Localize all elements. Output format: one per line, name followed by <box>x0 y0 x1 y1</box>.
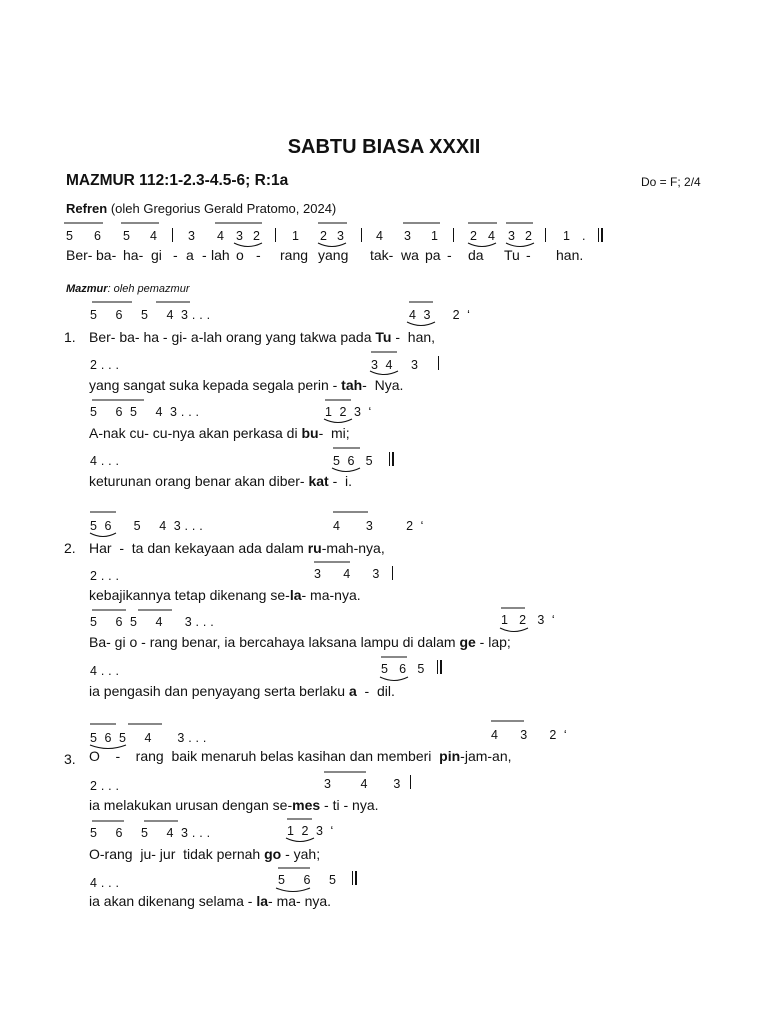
refrain-syllable: rang <box>280 247 309 263</box>
refrain-note: 6 <box>94 229 102 243</box>
refrain-syllable: da <box>468 247 484 263</box>
refrain-syllable: wa <box>401 247 419 263</box>
refrain-syllable: - <box>256 247 261 263</box>
verse-notes-right: 4 3 2 ‘ <box>491 728 567 742</box>
verse-notes-right: 3 4 3 <box>324 777 401 791</box>
verse-lyric: ia pengasih dan penyayang serta berlaku a - dil. <box>89 683 395 699</box>
refrain-syllable: ha- <box>123 247 144 263</box>
verse-lyric: Ber- ba- ha - gi- a-lah orang yang takwa pada Tu - han, <box>89 329 436 345</box>
refrain-note: 4 <box>217 229 225 243</box>
verse-lyric: kebajikannya tetap dikenang se-la- ma-nya. <box>89 587 361 603</box>
verse-notes-right: 5 6 5 <box>381 662 425 676</box>
verse-notes-right: 4 3 2 ‘ <box>409 308 471 322</box>
verse-notes-right: 5 6 5 <box>278 873 337 887</box>
refrain-syllable: o <box>236 247 244 263</box>
psalm-reference: MAZMUR 112:1-2.3-4.5-6; R:1a <box>66 172 289 189</box>
refrain-note: 3 <box>404 229 412 243</box>
refrain-note: 3 <box>337 229 345 243</box>
verse-notes-right: 1 2 3 ‘ <box>287 824 334 838</box>
refrain-note: 2 <box>525 229 533 243</box>
slur-mark <box>380 677 408 681</box>
slur-mark <box>332 468 360 472</box>
refrain-syllable: yang <box>318 247 349 263</box>
verse-lyric: Har - ta dan kekayaan ada dalam ru-mah-nya, <box>89 540 385 556</box>
verse-notes-right: 3 4 3 <box>371 358 419 372</box>
slur-mark <box>90 745 126 749</box>
slur-mark <box>286 838 314 842</box>
verse-lyric: ia melakukan urusan dengan se-mes - ti - nya. <box>89 797 379 813</box>
refrain-note: 4 <box>488 229 496 243</box>
refrain-syllable: lah <box>211 247 230 263</box>
verse-number: 2. <box>64 540 76 556</box>
slur-mark <box>318 243 346 247</box>
verse-notes-left: 5 6 5 4 3 . . . <box>90 615 214 629</box>
verse-notes-right: 3 4 3 <box>314 567 380 581</box>
slur-mark <box>90 533 116 537</box>
verse-notes-left: 5 6 5 4 3 . . . <box>90 826 211 840</box>
slur-mark <box>276 888 310 892</box>
verse-notes-right: 1 2 3 ‘ <box>325 405 372 419</box>
refrain-syllable: Ber- <box>66 247 93 263</box>
verse-lyric: Ba- gi o - rang benar, ia bercahaya laksana lampu di dalam ge - lap; <box>89 634 511 650</box>
refrain-syllable: - <box>173 247 178 263</box>
verse-lyric: keturunan orang benar akan diber- kat - i. <box>89 473 353 489</box>
refrain-syllable: han. <box>556 247 584 263</box>
refrain-note: 3 <box>236 229 244 243</box>
verse-notes-left: 5 6 5 4 3 . . . <box>90 519 203 533</box>
refrain-note: 4 <box>376 229 384 243</box>
verse-notes-left: 4 . . . <box>90 454 120 468</box>
verse-notes-right: 5 6 5 <box>333 454 373 468</box>
slur-mark <box>407 322 435 326</box>
refrain-note: 2 <box>253 229 261 243</box>
verse-notes-left: 5 6 5 4 3 . . . <box>90 405 200 419</box>
verse-notes-right: 1 2 3 ‘ <box>501 613 555 627</box>
verse-number: 1. <box>64 329 76 345</box>
refrain-syllable: Tu <box>504 247 520 263</box>
slur-mark <box>324 419 352 423</box>
slur-mark <box>500 628 528 632</box>
refrain-note: 5 <box>123 229 131 243</box>
verse-notes-right: 4 3 2 ‘ <box>333 519 424 533</box>
slur-mark <box>370 371 398 375</box>
verse-lyric: A-nak cu- cu-nya akan perkasa di bu- mi; <box>89 425 350 441</box>
verse-notes-left: 5 6 5 4 3 . . . <box>90 308 211 322</box>
verse-notes-left: 2 . . . <box>90 569 120 583</box>
refrain-syllable: - <box>447 247 452 263</box>
refrain-syllable: gi <box>151 247 162 263</box>
slur-mark <box>234 243 262 247</box>
refrain-note: 2 <box>320 229 328 243</box>
verse-lyric: O - rang baik menaruh belas kasihan dan memberi pin-jam-an, <box>89 748 512 764</box>
verse-notes-left: 2 . . . <box>90 779 120 793</box>
refrain-note: 4 <box>150 229 158 243</box>
verse-lyric: O-rang ju- jur tidak pernah go - yah; <box>89 846 321 862</box>
psalmody-credit: : oleh pemazmur <box>107 283 190 295</box>
refrain-note: 1 <box>292 229 300 243</box>
key-signature: Do = F; 2/4 <box>641 175 701 189</box>
verse-notes-left: 2 . . . <box>90 358 120 372</box>
refrain-credit: (oleh Gregorius Gerald Pratomo, 2024) <box>110 201 337 216</box>
verse-number: 3. <box>64 751 76 767</box>
refrain-note: 2 <box>470 229 478 243</box>
verse-notes-left: 4 . . . <box>90 664 120 678</box>
slur-mark <box>468 243 496 247</box>
verse-lyric: yang sangat suka kepada segala perin - tah- Nya. <box>89 377 404 393</box>
refrain-syllable: ba- <box>96 247 117 263</box>
slur-mark <box>506 243 534 247</box>
verse-notes-left: 5 6 5 4 3 . . . <box>90 731 207 745</box>
refrain-syllable: pa <box>425 247 441 263</box>
refrain-note: 5 <box>66 229 74 243</box>
refrain-note: . <box>582 229 586 243</box>
verse-notes-left: 4 . . . <box>90 876 120 890</box>
refrain-syllable: a <box>186 247 194 263</box>
refrain-label: Refren <box>66 201 108 216</box>
refrain-syllable: tak- <box>370 247 394 263</box>
psalmody-label: Mazmur <box>66 283 108 295</box>
refrain-note: 3 <box>188 229 196 243</box>
refrain-note: 1 <box>563 229 571 243</box>
refrain-note: 1 <box>431 229 439 243</box>
refrain-syllable: - <box>202 247 207 263</box>
refrain-syllable: - <box>526 247 531 263</box>
page-title: SABTU BIASA XXXII <box>287 136 481 158</box>
verse-lyric: ia akan dikenang selama - la- ma- nya. <box>89 893 332 909</box>
refrain-note: 3 <box>508 229 516 243</box>
